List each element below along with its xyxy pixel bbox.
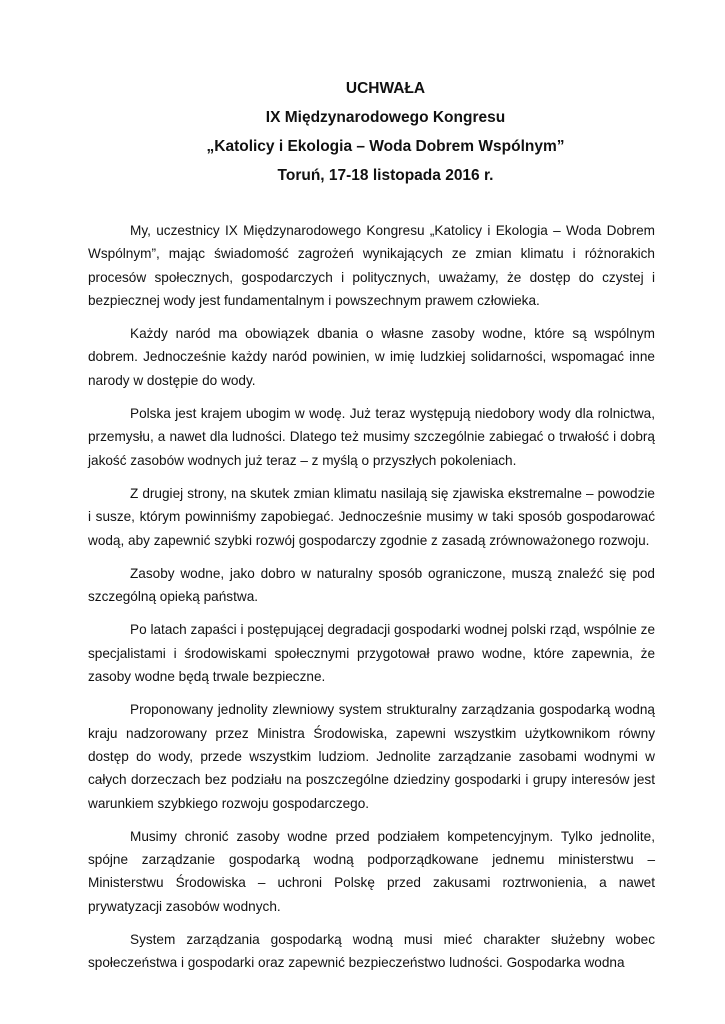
paragraph: System zarządzania gospodarką wodną musi mieć charakter służebny wobec społeczeństwa i gospodarki oraz zapewnić bezpieczeństwo ludności. Gospodarka wodna xyxy=(88,932,655,971)
paragraph: Po latach zapaści i postępującej degradacji gospodarki wodnej polski rząd, wspólnie ze specjalistami i środowiskami społecznymi przygotował prawo wodne, które zapewnia, że zasoby wodne będą trwale bezpieczne. xyxy=(88,622,655,685)
document-title: UCHWAŁA xyxy=(345,80,426,97)
paragraph: Polska jest krajem ubogim w wodę. Już teraz występują niedobory wody dla rolnictwa, przemysłu, a nawet dla ludności. Dlatego też musimy szczególnie zabiegać o trwałość i dobrą jakość zasobów wodnych już teraz – z myślą o przyszłych pokoleniach. xyxy=(88,406,655,468)
paragraph: My, uczestnicy IX Międzynarodowego Kongresu „Katolicy i Ekologia – Woda Dobrem Wspólnym”, mając świadomość zagrożeń wynikających ze zmian klimatu i różnorakich procesów społecznych, gospodarczych i politycznych, uważamy, że dostęp do czystej i bezpiecznej wody jest fundamentalnym i powszechnym prawem człowieka. xyxy=(88,223,655,308)
paragraph: Z drugiej strony, na skutek zmian klimatu nasilają się zjawiska ekstremalne – powodzie i susze, którym powinniśmy zapobiegać. Jednocześnie musimy w taki sposób gospodarować wodą, aby zapewnić szybki rozwój gospodarczy zgodnie z zasadą zrównoważonego rozwoju. xyxy=(88,485,655,548)
congress-name: IX Międzynarodowego Kongresu xyxy=(265,109,506,126)
place-and-date: Toruń, 17-18 listopada 2016 r. xyxy=(277,167,494,184)
paragraph: Proponowany jednolity zlewniowy system strukturalny zarządzania gospodarką wodną kraju nadzorowany przez Ministra Środowiska, zapewni wszystkim użytkownikom równy dostęp do wody, przede wszystkim ludziom. Jednolite zarządzanie zasobami wodnymi w całych dorzeczach bez podziału na poszczególne dziedziny gospodarki i grupy interesów jest warunkiem szybkiego rozwoju gospodarczego. xyxy=(88,702,655,811)
paragraph: Każdy naród ma obowiązek dbania o własne zasoby wodne, które są wspólnym dobrem. Jednocześnie każdy naród powinien, w imię ludzkiej solidarności, wspomagać inne narody w dostępie do wody. xyxy=(88,326,655,388)
congress-theme: „Katolicy i Ekologia – Woda Dobrem Wspólnym” xyxy=(206,138,565,155)
title-block xyxy=(116,80,655,185)
paragraph: Zasoby wodne, jako dobro w naturalny sposób ograniczone, muszą znaleźć się pod szczególną opieką państwa. xyxy=(88,565,655,605)
paragraph: Musimy chronić zasoby wodne przed podziałem kompetencyjnym. Tylko jednolite, spójne zarządzanie gospodarką wodną podporządkowane jednemu ministerstwu – Ministerstwu Środowiska – uchroni Polskę przed zakusami roztrwonienia, a nawet prywatyzacji zasobów wodnych. xyxy=(88,828,655,914)
document-body xyxy=(88,219,655,975)
